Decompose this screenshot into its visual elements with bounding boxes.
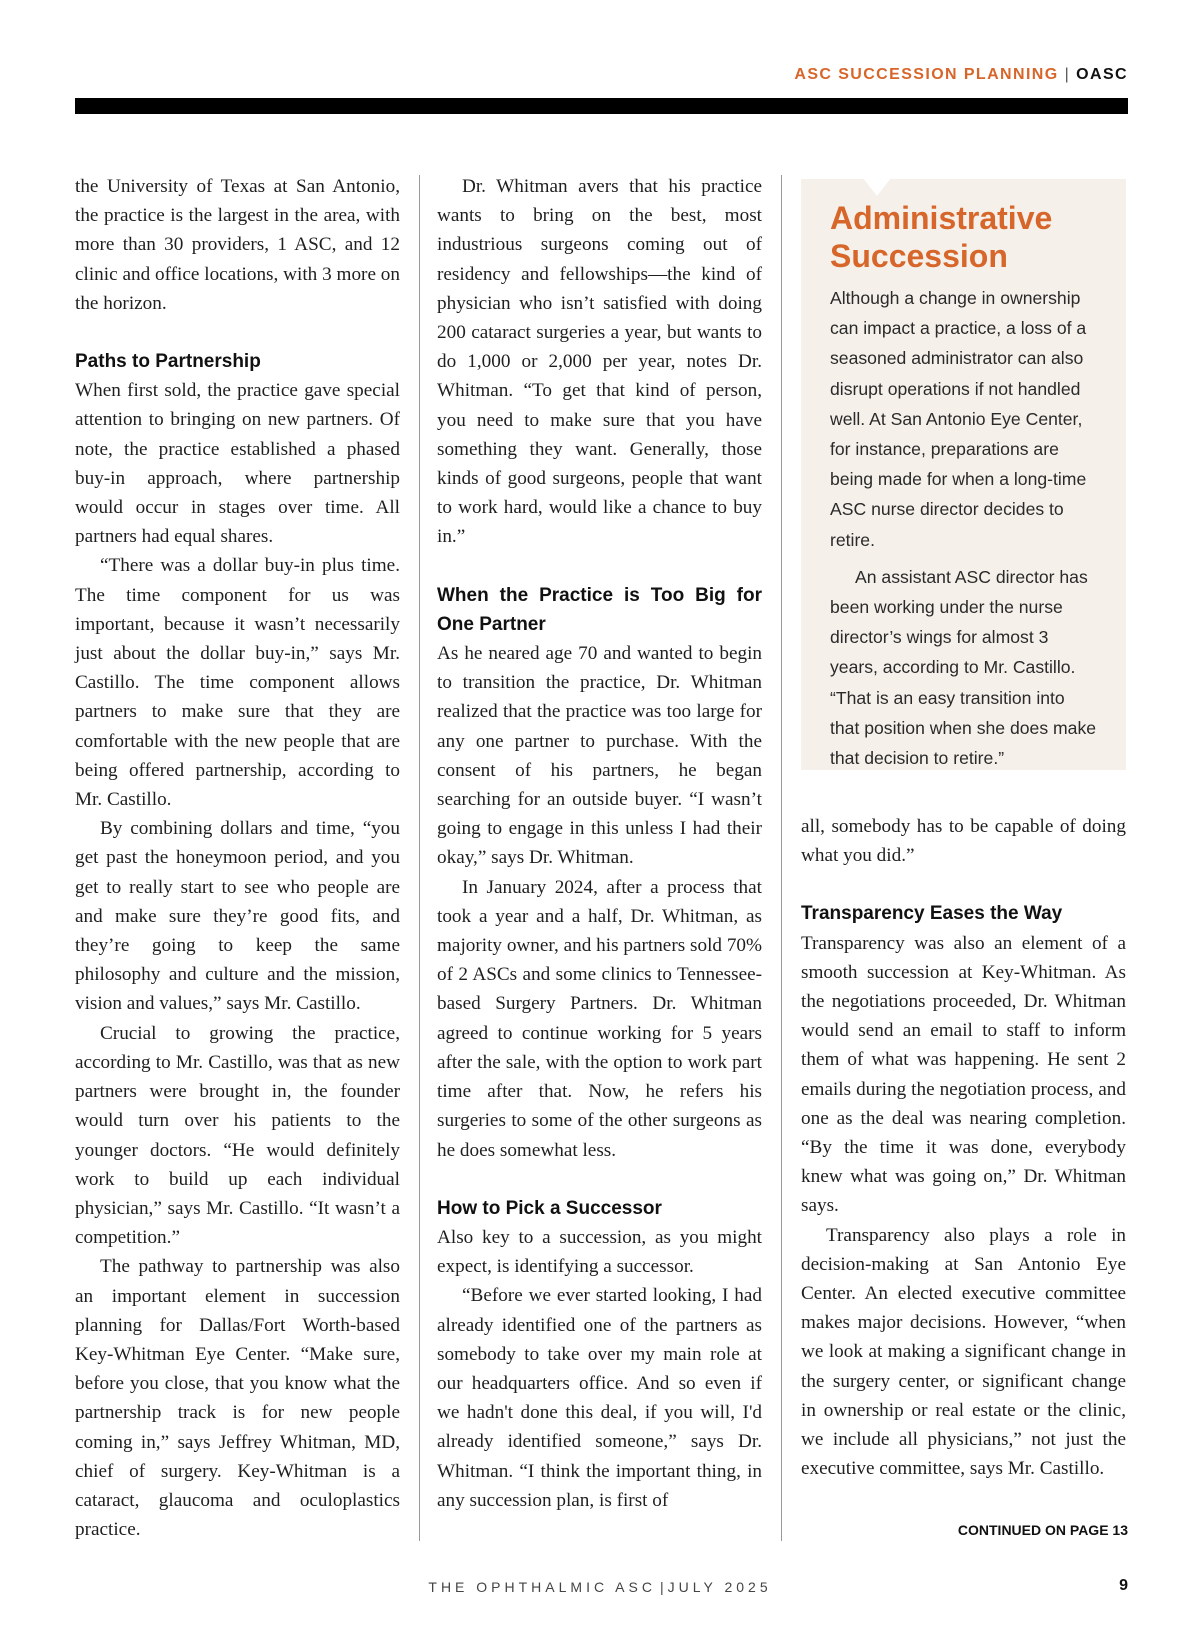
paragraph: By combining dollars and time, “you get past the honeymoon period, and you get to really start to see who people are and make sure they’re good fits, and they’re going to keep the same philosophy and culture and the mission, vision and values,” says Mr. Castillo. <box>75 818 400 1015</box>
sidebar-notch <box>863 178 891 196</box>
footer-issue: JULY 2025 <box>667 1579 772 1595</box>
paragraph: “There was a dollar buy-in plus time. The time component for us was important, because it wasn’t necessarily just about the dollar buy-in,” says Mr. Castillo. The time component allows partners to make sure that they are comfortable with the new people that are being offered partnership, according to Mr. Castillo. <box>75 555 400 811</box>
footer-publication: THE OPHTHALMIC ASC <box>428 1579 656 1595</box>
section-label: ASC SUCCESSION PLANNING <box>794 66 1059 83</box>
sidebar-paragraph: Although a change in ownership can impact a practice, a loss of a seasoned administrator can also disrupt operations if not handled well. At San Antonio Eye Center, for instance, preparations are being made for when a long-time ASC nurse director decides to retire. <box>830 288 1087 550</box>
paragraph: Dr. Whitman avers that his practice wants to bring on the best, most industrious surgeons coming out of residency and fellowships—the kind of physician who isn’t satisfied with doing 200 cataract surgeries a year, but wants to do 1,000 or 2,000 per year, notes Dr. Whitman. “To get that kind of person, you need to make sure that you have something they want. Generally, those kinds of good surgeons, people that want to work hard, would like a chance to buy in.” <box>437 176 762 548</box>
column-2 <box>437 172 762 1515</box>
column-divider <box>419 175 420 1541</box>
publication-label: OASC <box>1076 66 1128 83</box>
footer <box>0 1579 1200 1595</box>
running-header <box>794 66 1128 84</box>
page-number: 9 <box>1119 1577 1128 1594</box>
section-heading: Transparency Eases the Way <box>801 903 1063 925</box>
paragraph: all, somebody has to be capable of doing what you did.” <box>801 816 1126 867</box>
column-3 <box>801 812 1126 1483</box>
paragraph: Transparency was also an element of a smooth succession at Key-Whitman. As the negotiations proceeded, Dr. Whitman would send an email to staff to inform them of what was happening. He sent 2 emails during the negotiation process, and one as the deal was nearing completion. “By the time it was done, everybody knew what was going on,” Dr. Whitman says. <box>801 932 1126 1217</box>
paragraph: The pathway to partnership was also an important element in succession planning for Dallas/Fort Worth-based Key-Whitman Eye Center. “Make sure, before you close, that you know what the partnership track is for new people coming in,” says Jeffrey Whitman, MD, chief of surgery. Key-Whitman is a cataract, glaucoma and oculoplastics practice. <box>75 1256 400 1541</box>
footer-separator: | <box>659 1579 664 1595</box>
paragraph: “Before we ever started looking, I had already identified one of the partners as somebody to take over my main role at our headquarters office. And so even if we hadn't done this deal, if you will, I'd already identified someone,” says Dr. Whitman. “I think the important thing, in any succession plan, is first of <box>437 1285 762 1511</box>
sidebar-paragraph: An assistant ASC director has been working under the nurse director’s wings for almost 3 years, according to Mr. Castillo. “That is an easy transition into that position when she does make that decision to retire.” <box>830 566 1097 769</box>
paragraph: Transparency also plays a role in decision-making at San Antonio Eye Center. An elected executive committee makes major decisions. However, “when we look at making a significant change in the surgery center, or significant change in ownership or real estate or the clinic, we include all physicians,” not just the executive committee, says Mr. Castillo. <box>801 1224 1126 1480</box>
section-heading: How to Pick a Successor <box>437 1197 662 1219</box>
column-divider <box>781 175 782 1541</box>
column-1 <box>75 172 400 1544</box>
paragraph: the University of Texas at San Antonio, the practice is the largest in the area, with more than 30 providers, 1 ASC, and 12 clinic and office locations, with 3 more on the horizon. <box>75 176 400 314</box>
sidebar-title: Administrative Succession <box>830 200 1053 274</box>
section-heading: When the Practice is Too Big for One Partner <box>437 584 762 635</box>
paragraph: When first sold, the practice gave special attention to bringing on new partners. Of note, the practice established a phased buy-in approach, where partnership would occur in stages over time. All partners had equal shares. <box>75 380 400 548</box>
header-bar <box>75 98 1128 114</box>
paragraph: In January 2024, after a process that took a year and a half, Dr. Whitman, as majority owner, and his partners sold 70% of 2 ASCs and some clinics to Tennessee-based Surgery Partners. Dr. Whitman agreed to continue working for 5 years after the sale, with the option to work part time after that. Now, he refers his surgeries to some of the other surgeons as he does somewhat less. <box>437 876 762 1161</box>
paragraph: Also key to a succession, as you might expect, is identifying a successor. <box>437 1226 762 1278</box>
section-heading: Paths to Partnership <box>75 351 261 373</box>
sidebar-box <box>801 179 1126 770</box>
paragraph: Crucial to growing the practice, according to Mr. Castillo, was that as new partners were brought in, the founder would turn over his patients to the younger doctors. “He would definitely work to build up each individual physician,” says Mr. Castillo. “It wasn’t a competition.” <box>75 1022 400 1249</box>
continued-note: CONTINUED ON PAGE 13 <box>957 1522 1128 1538</box>
header-separator: | <box>1064 66 1071 83</box>
paragraph: As he neared age 70 and wanted to begin to transition the practice, Dr. Whitman realized that the practice was too large for any one partner to purchase. With the consent of his partners, he began searching for an outside buyer. “I wasn’t going to engage in this unless I had their okay,” says Dr. Whitman. <box>437 643 762 869</box>
